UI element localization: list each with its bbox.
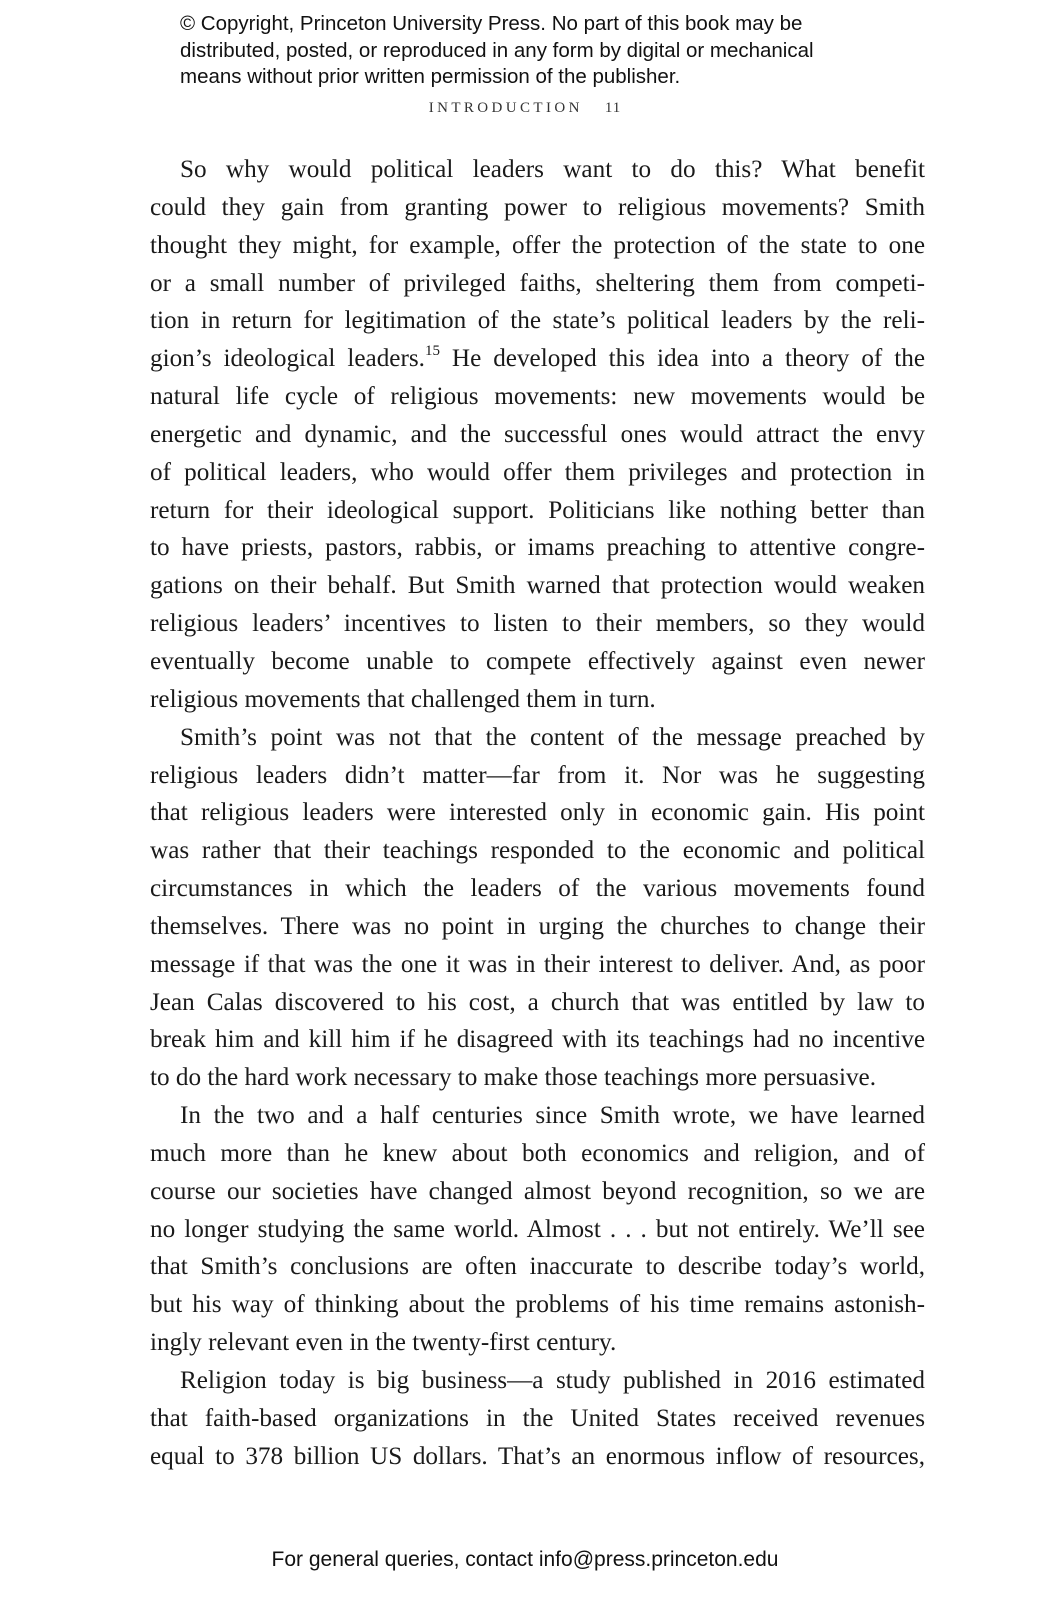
text-line: of political leaders, who would offer them privileges and protection in (150, 458, 925, 486)
text-line: religious leaders didn’t matter—far from it. Nor was he suggesting (150, 761, 925, 789)
text-line: message if that was the one it was in their interest to deliver. And, as poor (150, 950, 925, 978)
text-line (150, 340, 925, 378)
text-line: gations on their behalf. But Smith warned that protection would weaken (150, 572, 925, 600)
text-line: themselves. There was no point in urging the churches to change their (150, 912, 925, 940)
text-line: could they gain from granting power to religious movements? Smith (150, 193, 925, 221)
text-line: natural life cycle of religious movements: new movements would be (150, 383, 925, 411)
text-line: tion in return for legitimation of the state’s political leaders by the reli- (150, 307, 925, 335)
text-line: that Smith’s conclusions are often inaccurate to describe today’s world, (150, 1253, 925, 1281)
text-segment: He developed this idea into a theory of the (439, 345, 925, 373)
text-line: circumstances in which the leaders of the various movements found (150, 875, 925, 903)
contact-footer: For general queries, contact info@press.princeton.edu (271, 1548, 779, 1571)
text-line: that religious leaders were interested only in economic gain. His point (150, 799, 925, 827)
text-line: energetic and dynamic, and the successful ones would attract the envy (150, 420, 925, 448)
footnote-ref[interactable]: 15 (424, 343, 440, 360)
text-segment: gion’s ideological leaders. (150, 345, 425, 373)
copyright-line: means without prior written permission of the publisher. (180, 65, 681, 88)
text-line: eventually become unable to compete effectively against even newer (150, 647, 925, 675)
text-line: that faith-based organizations in the United States received revenues (150, 1404, 925, 1432)
text-line: Jean Calas discovered to his cost, a church that was entitled by law to (150, 988, 925, 1016)
text-line: Smith’s point was not that the content of the message preached by (180, 723, 925, 751)
copyright-line: distributed, posted, or reproduced in any form by digital or mechanical (180, 38, 814, 62)
text-line: but his way of thinking about the problems of his time remains astonish- (150, 1291, 925, 1319)
body-text (150, 151, 925, 1476)
copyright-notice (180, 11, 920, 91)
text-line: course our societies have changed almost beyond recognition, so we are (150, 1177, 925, 1205)
text-line: break him and kill him if he disagreed with its teachings had no incentive (150, 1026, 925, 1054)
text-line: much more than he knew about both economics and religion, and of (150, 1139, 925, 1167)
text-line: religious movements that challenged them in turn. (150, 685, 656, 713)
text-line: ingly relevant even in the twenty-first century. (150, 1329, 617, 1357)
text-line: to have priests, pastors, rabbis, or imams preaching to attentive congre- (150, 534, 925, 562)
text-line: was rather that their teachings responded to the economic and political (150, 837, 925, 865)
text-line: or a small number of privileged faiths, sheltering them from competi- (150, 269, 925, 297)
running-head-title: INTRODUCTION (428, 100, 583, 116)
text-line: In the two and a half centuries since Smith wrote, we have learned (180, 1102, 925, 1130)
page-number: 11 (604, 100, 622, 116)
text-line: So why would political leaders want to do this? What benefit (180, 156, 925, 183)
copyright-line: © Copyright, Princeton University Press. No part of this book may be (180, 12, 803, 35)
text-line: thought they might, for example, offer the protection of the state to one (150, 231, 925, 259)
text-line: no longer studying the same world. Almost . . . but not entirely. We’ll see (150, 1215, 925, 1243)
running-head (0, 100, 1050, 117)
text-line: equal to 378 billion US dollars. That’s an enormous inflow of resources, (150, 1442, 925, 1470)
text-line: Religion today is big business—a study published in 2016 estimated (180, 1367, 925, 1394)
text-line: to do the hard work necessary to make those teachings more persuasive. (150, 1064, 877, 1092)
text-line: religious leaders’ incentives to listen to their members, so they would (150, 610, 925, 638)
text-line: return for their ideological support. Politicians like nothing better than (150, 496, 925, 524)
